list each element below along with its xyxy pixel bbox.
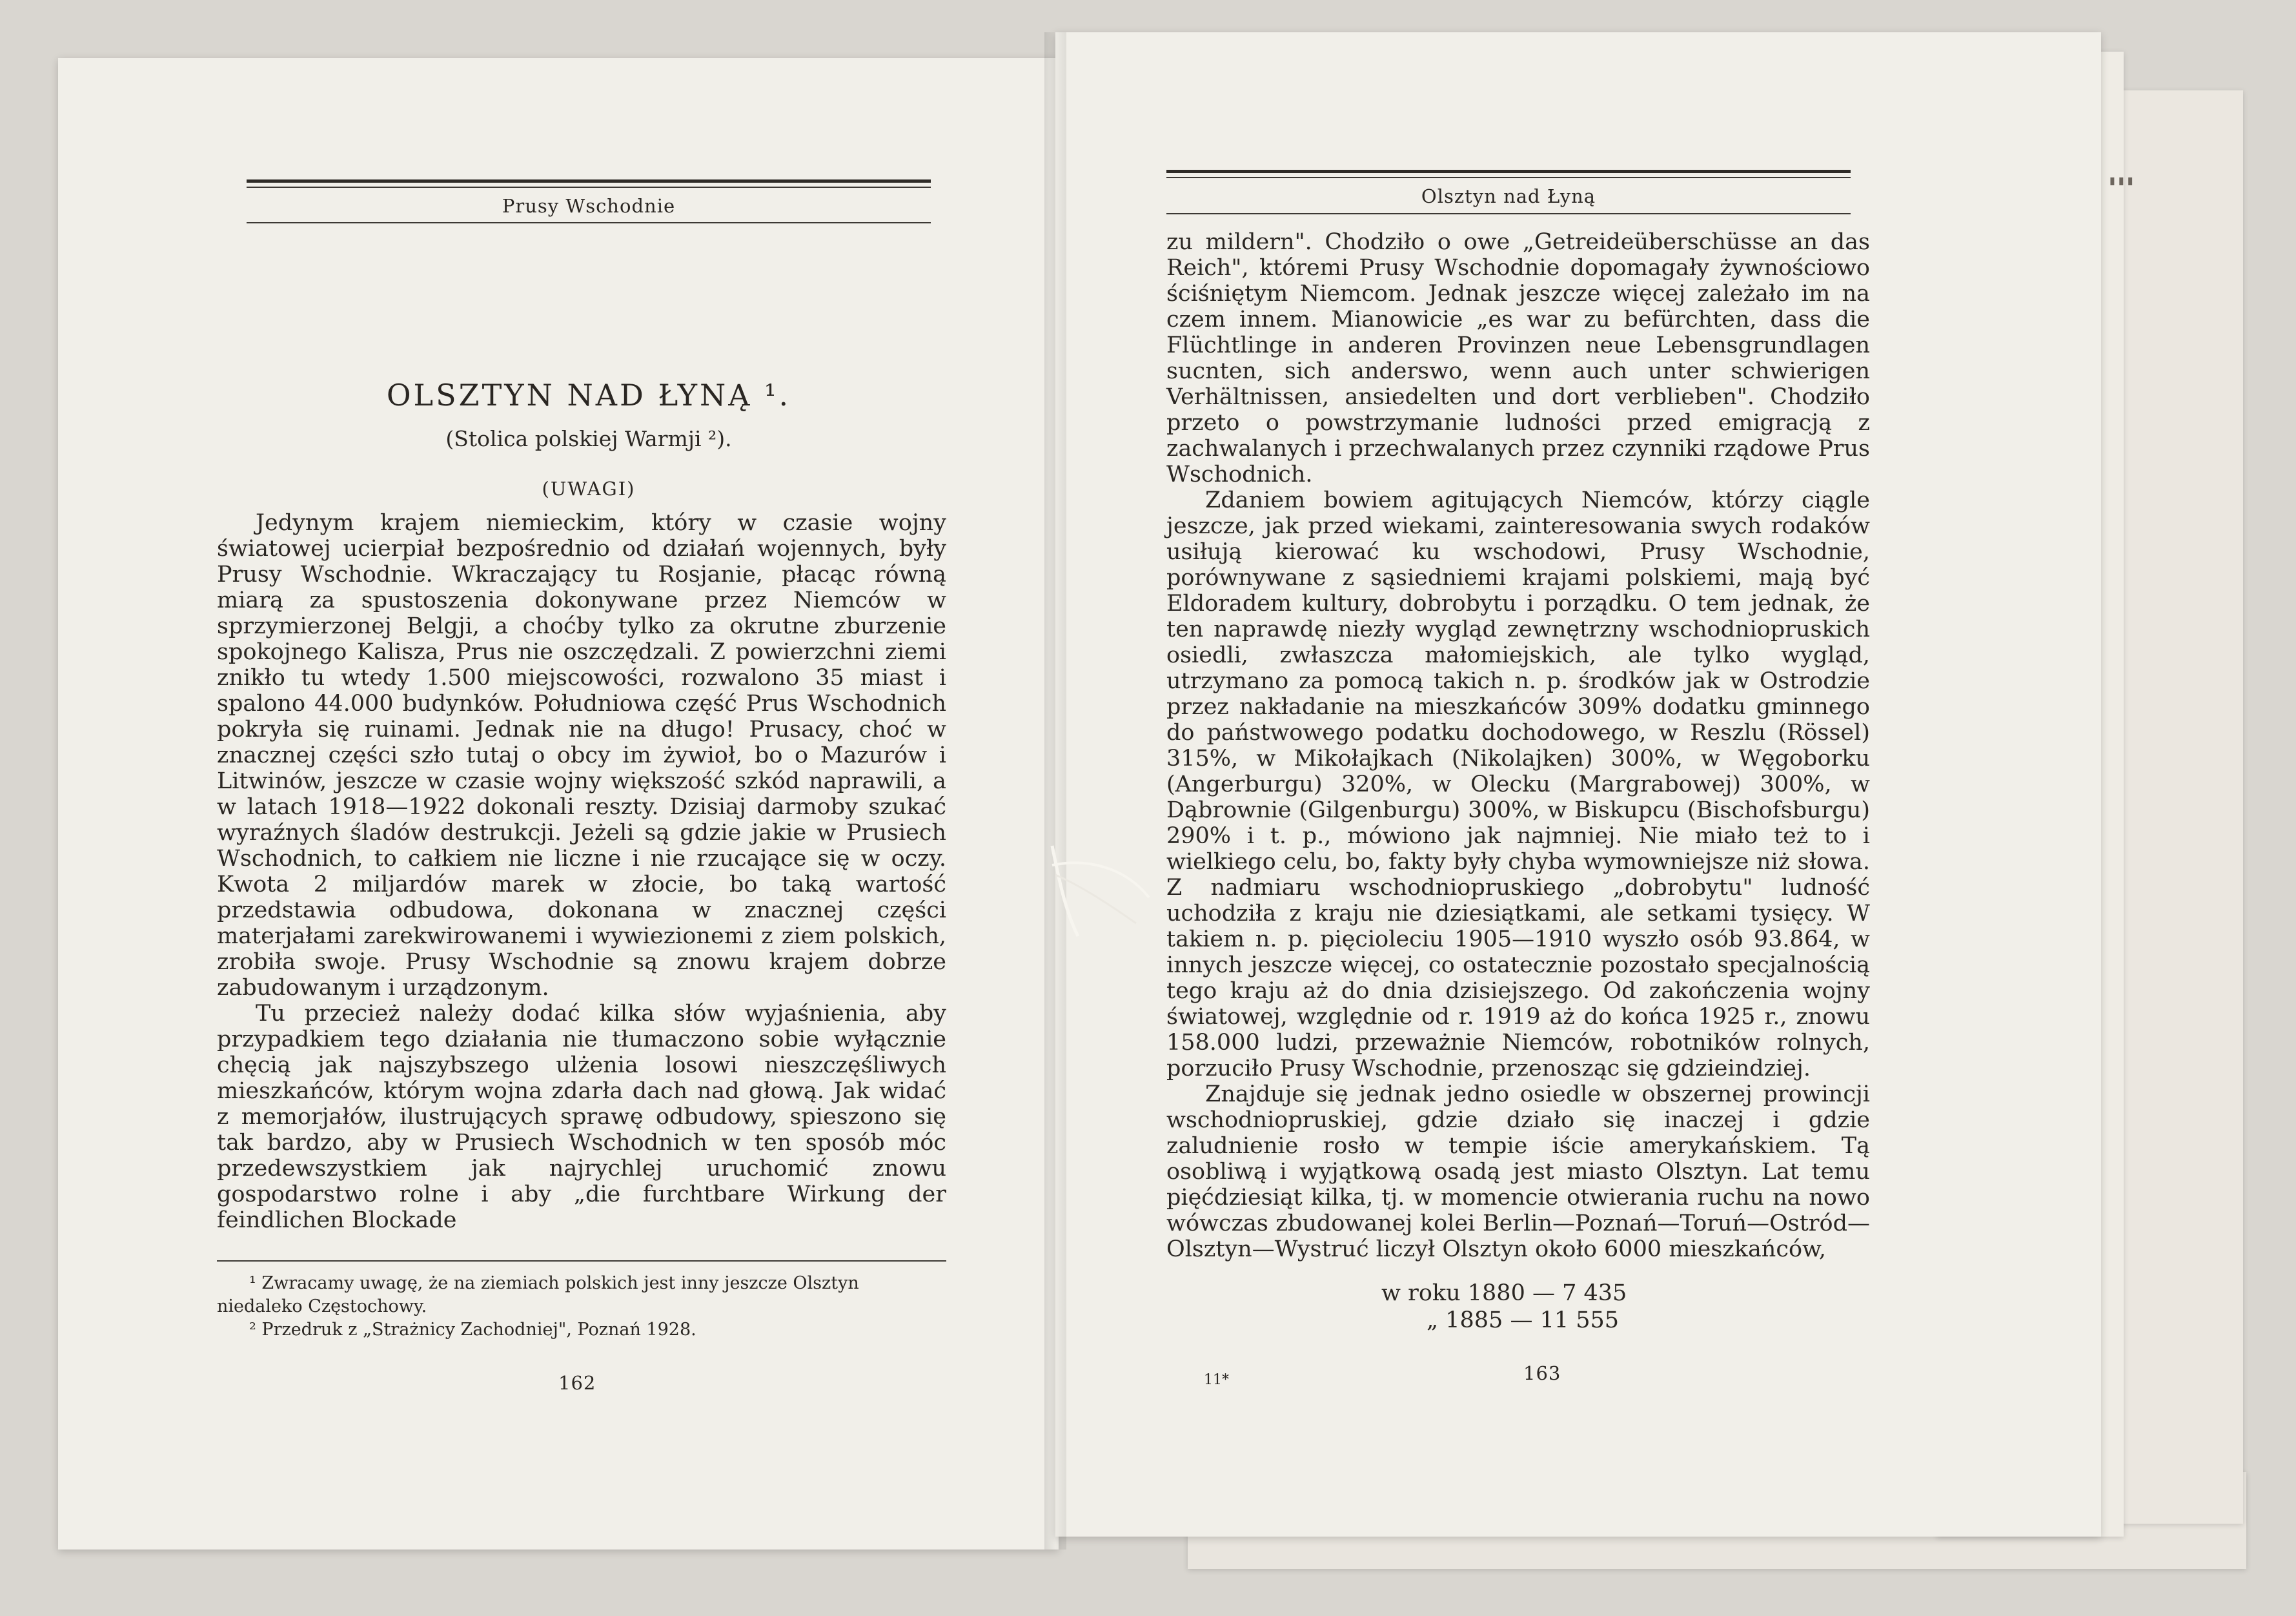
header-rule-thin [247,187,931,188]
article-subtitle: (Stolica polskiej Warmji ²). [445,426,732,451]
left-paragraph-1: Jedynym krajem niemieckim, który w czasie wojny światowej ucierpiał bezpośrednio od działań wojennych, były Prusy Wschodnie. Wkraczający tu Rosjanie, płacąc równą miarą za spustoszenia dokonywane przez Niemców w sprzymierzonej Belgji, a choćby tylko za okrutne zburzenie spokojnego Kalisza, Prus nie oszczędzali. Z powierzchni ziemi znikło tu wtedy 1.500 miejscowości, rozwalono 35 miast i spalono 44.000 budynków. Południowa część Prus Wschodnich pokryła się ruinami. Jednak nie na długo! Prusacy, choć w znacznej części szło tutaj o obcy im żywioł, bo o Mazurów i Litwinów, jeszcze w czasie wojny większość szkód naprawili, a w latach 1918—1922 dokonali reszty. Dzisiaj darmoby szukać wyraźnych śladów destrukcji. Jeżeli są gdzie jakie w Prusiech Wschodnich, to całkiem nie liczne i nie rzucające się w oczy. Kwota 2 miljardów marek w złocie, bo taką wartość przedstawia odbudowa, dokonana w znacznej części materjałami zarekwirowanemi i wywiezionemi z ziem polskich, zrobiła swoje. Prusy Wschodnie są znowu krajem dobrze zabudowanym i urządzonym. [217,510,946,1001]
section-label: (UWAGI) [542,478,636,500]
edge-mark: ▮ ▮ ▮ [2109,174,2133,187]
binding-thread [1039,839,1155,943]
right-page [1055,32,2101,1537]
header-rule-thick [1166,170,1851,173]
right-body-text [1166,229,1870,1262]
article-title: OLSZTYN NAD ŁYNĄ ¹. [386,378,791,413]
page-number: 163 [1523,1362,1561,1384]
footnotes [217,1272,946,1342]
right-paragraph-1: zu mildern". Chodziło o owe „Getreideüberschüsse an das Reich", któremi Prusy Wschodnie dopomagały żywnościowo ściśniętym Niemcom. Jednak jeszcze więcej zależało im na czem innem. Mianowicie „es war zu befürchten, dass die Flüchtlinge in anderen Provinzen neue Lebensgrundlagen sucnten, sich anderswo, wenn auch unter schwierigen Verhältnissen, ansiedelten und dort verblieben". Chodziło przeto o powstrzymanie ludności przed emigracją z zachwalanych i przechwalanych przez czynniki rządowe Prus Wschodnich. [1166,229,1870,487]
left-body-text [217,510,946,1233]
header-rule-bottom [247,222,931,223]
footnote-rule [217,1260,946,1262]
footnote-2: ² Przedruk z „Strażnicy Zachodniej", Poznań 1928. [249,1320,696,1340]
header-rule-bottom [1166,213,1851,214]
running-head: Olsztyn nad Łyną [1421,185,1596,207]
header-rule-thin [1166,177,1851,178]
running-head: Prusy Wschodnie [502,195,676,217]
book-spine [1044,32,1066,1550]
footnote-1: ¹ Zwracamy uwagę, że na ziemiach polskich jest inny jeszcze Olsztyn niedaleko Częstochowy. [217,1273,859,1316]
right-paragraph-2: Zdaniem bowiem agitujących Niemców, którzy ciągle jeszcze, jak przed wiekami, zainteresowania swych rodaków usiłują kierować ku wschodowi, Prusy Wschodnie, porównywane z sąsiedniemi krajami polskiemi, mają być Eldoradem kultury, dobrobytu i porządku. O tem jednak, że ten naprawdę niezły wygląd zewnętrzny wschodniopruskich osiedli, zwłaszcza małomiejskich, ale tylko wygląd, utrzymano za pomocą takich n. p. środków jak w Ostrodzie przez nakładanie na mieszkańców 309% dodatku gminnego do państwowego podatku dochodowego, w Reszlu (Rössel) 315%, w Mikołajkach (Nikolajken) 300%, w Węgoborku (Angerburgu) 320%, w Olecku (Margrabowej) 300%, w Dąbrownie (Gilgenburgu) 300%, w Biskupcu (Bischofsburgu) 290% i t. p., mówiono jak najmniej. Nie miało też to i wielkiego celu, bo, fakty były chyba wymowniejsze niż słowa. Z nadmiaru wschodniopruskiego „dobrobytu" ludność uchodziła z kraju nie dziesiątkami, ale setkami tysięcy. W takiem n. p. pięcioleciu 1905—1910 wyszło osób 93.864, w innych jeszcze więcej, co ostatecznie pozostało specjalnością tego kraju aż do dnia dzisiejszego. Od zakończenia wojny światowej, względnie od r. 1919 aż do końca 1925 r., znowu 158.000 ludzi, przeważnie Niemców, robotników rolnych, porzuciło Prusy Wschodnie, przenosząc się gdzieindziej. [1166,487,1870,1081]
right-paragraph-3: Znajduje się jednak jedno osiedle w obszernej prowincji wschodniopruskiej, gdzie działo się inaczej i gdzie zaludnienie rosło w tempie iście amerykańskiem. Tą osobliwą i wyjątkową osadą jest miasto Olsztyn. Lat temu pięćdziesiąt kilka, tj. w momencie otwierania ruchu na nowo wówczas zbudowanej kolei Berlin—Poznań—Toruń—Ostród—Olsztyn—Wystruć liczył Olsztyn około 6000 mieszkańców, [1166,1081,1870,1262]
stats-line-1880: w roku 1880 — 7 435 [1381,1280,1627,1306]
left-paragraph-2: Tu przecież należy dodać kilka słów wyjaśnienia, aby przypadkiem tego działania nie tłumaczono sobie wyłącznie chęcią jak najszybszego ulżenia losowi nieszczęśliwych mieszkańców, którym wojna zdarła dach nad głową. Jak widać z memorjałów, ilustrujących sprawę odbudowy, spieszono się tak bardzo, aby w Prusiech Wschodnich w ten sposób móc przedewszystkiem jak najrychlej uruchomić znowu gospodarstwo rolne i aby „die furchtbare Wirkung der feindlichen Blockade [217,1001,946,1233]
page-number: 162 [558,1372,596,1394]
population-stats [1381,1280,1717,1334]
signature-mark: 11* [1204,1372,1229,1388]
header-rule-thick [247,179,931,183]
stats-line-1885: „ 1885 — 11 555 [1427,1307,1620,1333]
left-page [58,58,1059,1550]
